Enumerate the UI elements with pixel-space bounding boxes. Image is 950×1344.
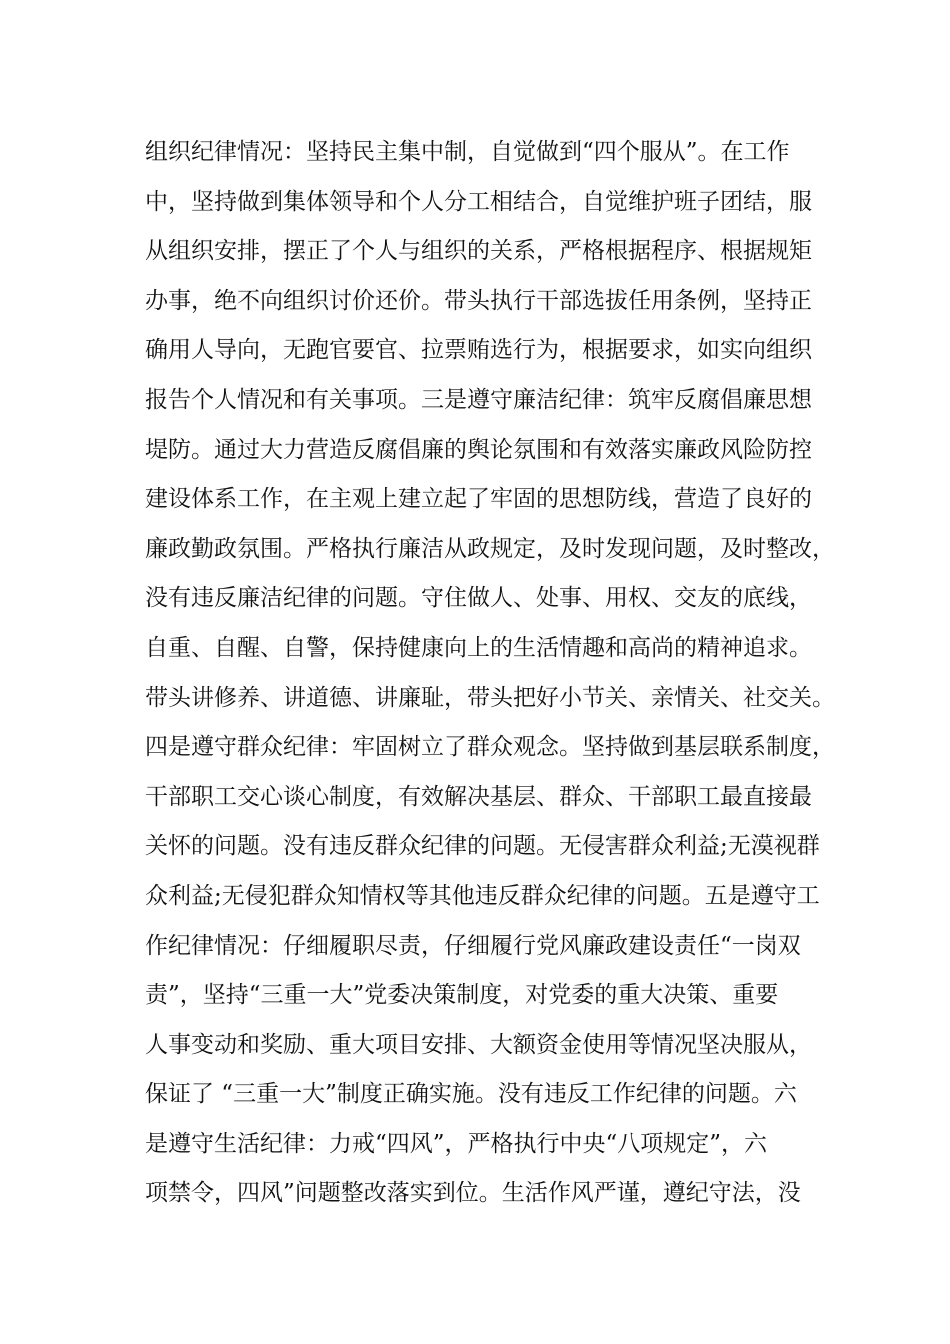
text-line-13: 四是遵守群众纪律：牢固树立了群众观念。坚持做到基层联系制度，: [145, 734, 835, 761]
text-line-14: 干部职工交心谈心制度，有效解决基层、群众、干部职工最直接最: [145, 783, 812, 810]
text-line-2: 中，坚持做到集体领导和个人分工相结合，自觉维护班子团结，服: [145, 188, 812, 215]
text-line-19: 人事变动和奖励、重大项目安排、大额资金使用等情况坚决服从，: [145, 1031, 812, 1058]
text-line-6: 报告个人情况和有关事项。三是遵守廉洁纪律：筑牢反腐倡廉思想: [145, 386, 812, 413]
text-line-11: 自重、自醒、自警，保持健康向上的生活情趣和高尚的精神追求。: [145, 634, 812, 661]
text-line-9: 廉政勤政氛围。严格执行廉洁从政规定，及时发现问题，及时整改，: [145, 535, 835, 562]
text-line-8: 建设体系工作，在主观上建立起了牢固的思想防线，营造了良好的: [145, 486, 812, 513]
text-line-4: 办事，绝不向组织讨价还价。带头执行干部选拔任用条例，坚持正: [145, 287, 812, 314]
text-line-17: 作纪律情况：仔细履职尽责，仔细履行党风廉政建设责任“一岗双: [145, 932, 801, 959]
text-line-12: 带头讲修养、讲道德、讲廉耻，带头把好小节关、亲情关、社交关。: [145, 684, 835, 711]
text-line-10: 没有违反廉洁纪律的问题。守住做人、处事、用权、交友的底线，: [145, 585, 812, 612]
text-line-22: 项禁令，四风”问题整改落实到位。生活作风严谨，遵纪守法，没: [145, 1180, 801, 1207]
text-line-15: 关怀的问题。没有违反群众纪律的问题。无侵害群众利益;无漠视群: [145, 833, 820, 860]
body-text: [145, 128, 835, 1219]
text-line-3: 从组织安排，摆正了个人与组织的关系，严格根据程序、根据规矩: [145, 238, 812, 265]
text-line-18: 责”，坚持“三重一大”党委决策制度，对党委的重大决策、重要: [145, 982, 779, 1009]
text-line-20: 保证了 “三重一大”制度正确实施。没有违反工作纪律的问题。六: [145, 1081, 797, 1108]
text-line-7: 堤防。通过大力营造反腐倡廉的舆论氛围和有效落实廉政风险防控: [145, 436, 812, 463]
text-line-16: 众利益;无侵犯群众知情权等其他违反群众纪律的问题。五是遵守工: [145, 882, 820, 909]
text-line-1: 组织纪律情况：坚持民主集中制，自觉做到“四个服从”。在工作: [145, 139, 790, 165]
text-line-21: 是遵守生活纪律：力戒“四风”，严格执行中央“八项规定”，六: [145, 1130, 768, 1157]
text-line-5: 确用人导向，无跑官要官、拉票贿选行为，根据要求，如实向组织: [145, 337, 812, 364]
